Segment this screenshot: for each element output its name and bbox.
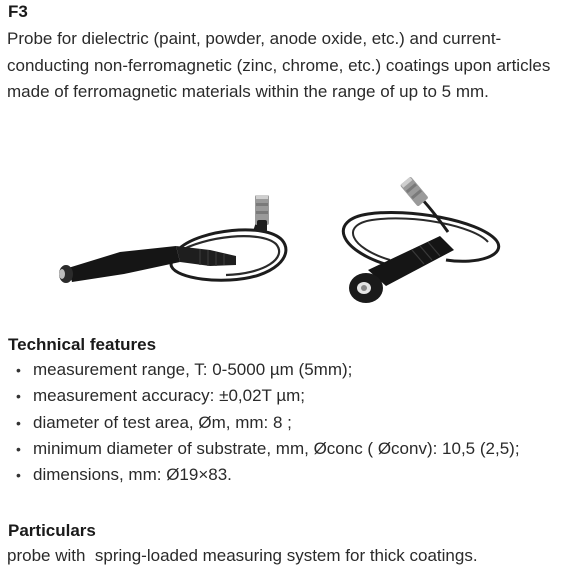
product-description: Probe for dielectric (paint, powder, anode oxide, etc.) and current-conducting non-ferromagnetic (zinc, chrome, etc.) coatings upon articles made of ferromagnetic materials within the range of up to 5 mm. xyxy=(7,29,551,101)
bullet-icon: • xyxy=(16,388,21,405)
list-item: • diameter of test area, Øm, mm: 8 ; xyxy=(8,410,563,436)
bullet-icon: • xyxy=(16,362,21,378)
probe-side-view-image xyxy=(50,170,290,310)
particulars-text: probe with spring-loaded measuring system for thick coatings. xyxy=(7,546,478,565)
probe-front-view-image xyxy=(328,170,510,310)
bullet-icon: • xyxy=(16,467,21,484)
technical-features-list xyxy=(8,357,563,488)
particulars-heading: Particulars xyxy=(8,521,96,540)
list-item: • measurement accuracy: ±0,02T µm; xyxy=(8,383,563,409)
product-title: F3 xyxy=(8,2,28,21)
technical-features-heading: Technical features xyxy=(8,335,157,354)
bullet-icon: • xyxy=(16,440,21,457)
list-item: • dimensions, mm: Ø19×83. xyxy=(8,462,563,488)
list-item: • measurement range, T: 0-5000 µm (5mm); xyxy=(8,357,563,383)
list-item: • minimum diameter of substrate, mm, Øconc ( Øconv): 10,5 (2,5); xyxy=(8,436,563,462)
bullet-icon: • xyxy=(16,414,21,431)
product-images xyxy=(50,170,510,310)
